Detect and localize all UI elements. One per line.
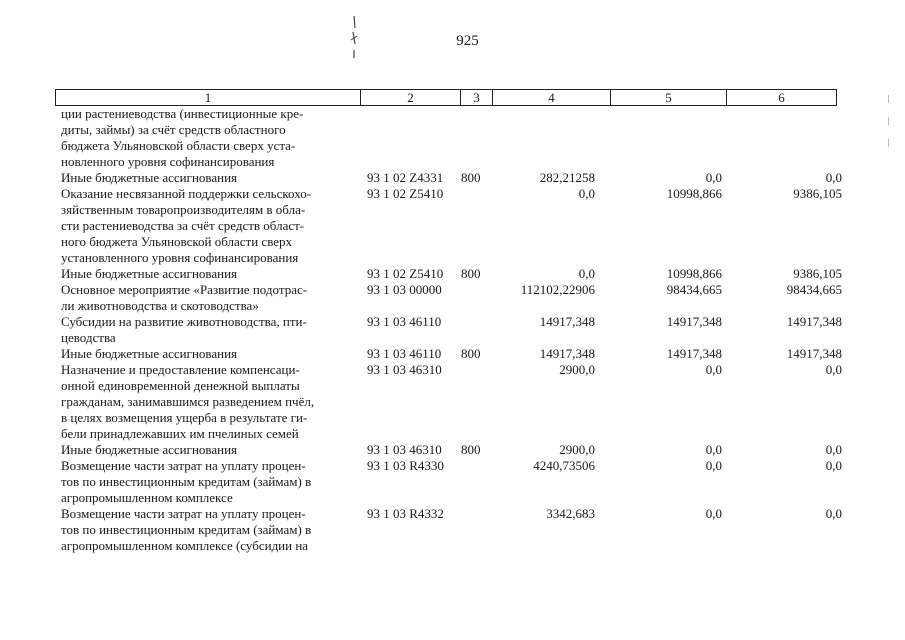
row-name-line: Иные бюджетные ассигнования: [61, 346, 238, 361]
row-value-col5: 0,0: [705, 170, 722, 185]
row-name: [61, 458, 359, 506]
row-name-line: сти растениеводства за счёт средств област-: [61, 218, 305, 233]
row-name-line: установленного уровня софинансирования: [61, 250, 299, 265]
row-name: [61, 266, 359, 282]
header-col-5: 5: [611, 90, 727, 105]
row-code: 93 1 03 46110: [367, 314, 442, 329]
row-name: [61, 170, 359, 186]
row-value-col6: 0,0: [825, 506, 842, 521]
row-expense-type: [459, 506, 491, 554]
row-value-col6: 98434,665: [786, 282, 842, 297]
row-name-line: агропромышленном комплексе (субсидии на: [61, 538, 309, 553]
row-name-line: ного бюджета Ульяновской области сверх: [61, 234, 293, 249]
table-row: [61, 442, 851, 458]
row-name: [61, 314, 359, 346]
table-row: [61, 506, 851, 554]
row-name-line: ции растениеводства (инвестиционные кре-: [61, 106, 304, 121]
row-value-col5: [601, 106, 726, 170]
row-expense-type: [459, 106, 491, 170]
row-name-line: гражданам, занимавшимся разведением пчёл,: [61, 394, 315, 409]
row-value-col4: 0,0: [578, 266, 595, 281]
row-value-col6: 9386,105: [793, 186, 842, 201]
row-name-line: агропромышленном комплексе: [61, 490, 233, 505]
header-col-2: 2: [361, 90, 461, 105]
row-value-col4: 4240,73506: [533, 458, 595, 473]
row-name-line: Иные бюджетные ассигнования: [61, 442, 238, 457]
row-code: 93 1 03 46310: [367, 362, 442, 377]
row-value-col6: 0,0: [825, 458, 842, 473]
row-name-line: ли животноводства и скотоводства»: [61, 298, 259, 313]
table-body: [61, 106, 851, 554]
row-code: 93 1 03 46110: [367, 346, 442, 361]
row-name: [61, 362, 359, 442]
row-name: [61, 186, 359, 266]
row-value-col5: 14917,348: [666, 346, 722, 361]
row-value-col5: 0,0: [705, 458, 722, 473]
row-name-line: тов по инвестиционным кредитам (займам) в: [61, 522, 312, 537]
header-col-1: 1: [56, 90, 361, 105]
row-name-line: в целях возмещения ущерба в результате ги-: [61, 410, 308, 425]
header-col-3: 3: [461, 90, 493, 105]
table-row: [61, 186, 851, 266]
header-col-6: 6: [778, 90, 785, 105]
row-name-line: бюджета Ульяновской области сверх уста-: [61, 138, 296, 153]
row-name-line: онной единовременной денежной выплаты: [61, 378, 300, 393]
row-expense-type: 800: [461, 170, 481, 185]
row-expense-type: 800: [461, 346, 481, 361]
row-value-col4: 14917,348: [539, 346, 595, 361]
row-name-line: Основное мероприятие «Развитие подотрас-: [61, 282, 308, 297]
row-value-col6: 9386,105: [793, 266, 842, 281]
row-name-line: Оказание несвязанной поддержки сельскохо-: [61, 186, 312, 201]
row-name-line: зяйственным товаропроизводителям в обла-: [61, 202, 306, 217]
row-name-line: диты, займы) за счёт средств областного: [61, 122, 286, 137]
row-value-col4: 14917,348: [539, 314, 595, 329]
row-value-col6: 0,0: [825, 362, 842, 377]
row-value-col5: 98434,665: [666, 282, 722, 297]
row-name: [61, 346, 359, 362]
row-name-line: Назначение и предоставление компенсаци-: [61, 362, 300, 377]
table-row: [61, 362, 851, 442]
row-value-col6: 0,0: [825, 170, 842, 185]
row-name-line: Субсидии на развитие животноводства, пти-: [61, 314, 307, 329]
row-value-col4: 282,21258: [539, 170, 595, 185]
row-value-col4: 2900,0: [559, 442, 595, 457]
page-number: 925: [456, 33, 479, 49]
row-expense-type: [459, 282, 491, 314]
row-code: 93 1 03 R4332: [367, 506, 444, 521]
row-value-col5: 10998,866: [666, 266, 722, 281]
row-name-line: цеводства: [61, 330, 116, 345]
row-code: [359, 106, 459, 170]
row-name: [61, 442, 359, 458]
row-name-line: Иные бюджетные ассигнования: [61, 266, 238, 281]
row-value-col6: 14917,348: [786, 314, 842, 329]
table-row: [61, 170, 851, 186]
row-code: 93 1 02 Z5410: [367, 186, 444, 201]
row-value-col5: 0,0: [705, 442, 722, 457]
table-row: [61, 314, 851, 346]
table-row: [61, 282, 851, 314]
header-col-4: 4: [493, 90, 611, 105]
row-value-col4: 0,0: [578, 186, 595, 201]
row-code: 93 1 03 00000: [367, 282, 442, 297]
row-expense-type: [459, 314, 491, 346]
row-expense-type: [459, 186, 491, 266]
row-name-line: тов по инвестиционным кредитам (займам) в: [61, 474, 312, 489]
row-name-line: Возмещение части затрат на уплату процен-: [61, 506, 306, 521]
row-expense-type: 800: [461, 266, 481, 281]
row-expense-type: 800: [461, 442, 481, 457]
row-value-col5: 14917,348: [666, 314, 722, 329]
row-expense-type: [459, 458, 491, 506]
row-value-col4: 2900,0: [559, 362, 595, 377]
row-code: 93 1 02 Z4331: [367, 170, 444, 185]
row-expense-type: [459, 362, 491, 442]
table-row: [61, 458, 851, 506]
row-code: 93 1 03 46310: [367, 442, 442, 457]
table-header: [55, 89, 837, 106]
table-row: [61, 106, 851, 170]
row-name: [61, 282, 359, 314]
row-name-line: новленного уровня софинансирования: [61, 154, 275, 169]
row-name: [61, 506, 359, 554]
row-value-col4: 112102,22906: [520, 282, 595, 297]
table-row: [61, 346, 851, 362]
row-name-line: Иные бюджетные ассигнования: [61, 170, 238, 185]
row-value-col4: 3342,683: [546, 506, 595, 521]
row-name-line: Возмещение части затрат на уплату процен-: [61, 458, 306, 473]
row-name-line: бели принадлежавших им пчелиных семей: [61, 426, 299, 441]
row-value-col5: 10998,866: [666, 186, 722, 201]
row-value-col6: [726, 106, 842, 170]
table-row: [61, 266, 851, 282]
row-value-col5: 0,0: [705, 362, 722, 377]
row-name: [61, 106, 359, 170]
row-value-col5: 0,0: [705, 506, 722, 521]
margin-marks: [888, 95, 894, 161]
row-code: 93 1 02 Z5410: [367, 266, 444, 281]
row-code: 93 1 03 R4330: [367, 458, 444, 473]
row-value-col6: 14917,348: [786, 346, 842, 361]
row-value-col4: [491, 106, 601, 170]
row-value-col6: 0,0: [825, 442, 842, 457]
